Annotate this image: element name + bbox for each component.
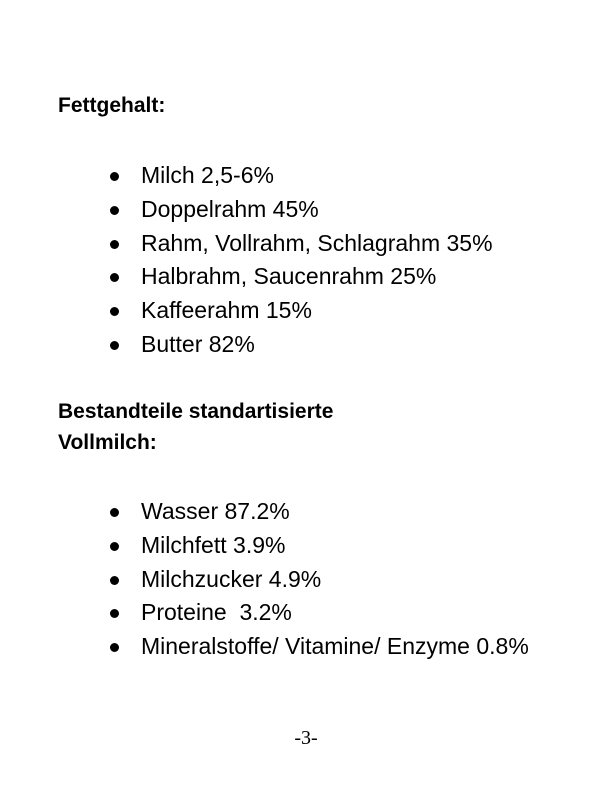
list-item bbox=[0, 193, 561, 227]
list-item bbox=[0, 260, 561, 294]
milk-components-list bbox=[0, 495, 561, 664]
list-item-text: Halbrahm, Saucenrahm 25% bbox=[141, 263, 437, 290]
bullet-icon bbox=[110, 576, 119, 585]
bullet-icon bbox=[110, 240, 119, 249]
bullet-icon bbox=[110, 341, 119, 350]
list-item-text: Milch 2,5-6% bbox=[141, 162, 274, 188]
list-item-text: Proteine 3.2% bbox=[141, 599, 292, 626]
bullet-icon bbox=[110, 307, 119, 316]
fat-content-list bbox=[0, 159, 561, 362]
milk-components-heading-line1: Bestandteile standartisierte bbox=[58, 400, 334, 423]
list-item bbox=[0, 563, 561, 597]
list-item bbox=[0, 630, 561, 664]
list-item-text: Kaffeerahm 15% bbox=[141, 297, 312, 324]
list-item bbox=[0, 596, 561, 630]
milk-components-heading-line2: Vollmilch: bbox=[58, 431, 157, 454]
bullet-icon bbox=[110, 508, 119, 517]
list-item-text: Mineralstoffe/ Vitamine/ Enzyme 0.8% bbox=[141, 633, 529, 660]
bullet-icon bbox=[110, 172, 119, 181]
bullet-icon bbox=[110, 609, 119, 618]
list-item-text: Butter 82% bbox=[141, 330, 255, 357]
milk-components-heading bbox=[58, 396, 333, 458]
bullet-icon bbox=[110, 643, 119, 652]
list-item-text: Wasser 87.2% bbox=[141, 498, 290, 524]
bullet-icon bbox=[110, 273, 119, 282]
bullet-icon bbox=[110, 542, 119, 551]
list-item bbox=[0, 495, 561, 529]
list-item-text: Milchzucker 4.9% bbox=[141, 565, 322, 592]
page-number: -3- bbox=[294, 727, 318, 749]
list-item-text: Milchfett 3.9% bbox=[141, 531, 286, 558]
bullet-icon bbox=[110, 206, 119, 215]
list-item bbox=[0, 227, 561, 261]
list-item bbox=[0, 159, 561, 193]
list-item bbox=[0, 294, 561, 328]
list-item bbox=[0, 529, 561, 563]
list-item-text: Rahm, Vollrahm, Schlagrahm 35% bbox=[141, 229, 493, 256]
fat-content-heading: Fettgehalt: bbox=[58, 94, 166, 117]
list-item bbox=[0, 328, 561, 362]
list-item-text: Doppelrahm 45% bbox=[141, 195, 319, 222]
